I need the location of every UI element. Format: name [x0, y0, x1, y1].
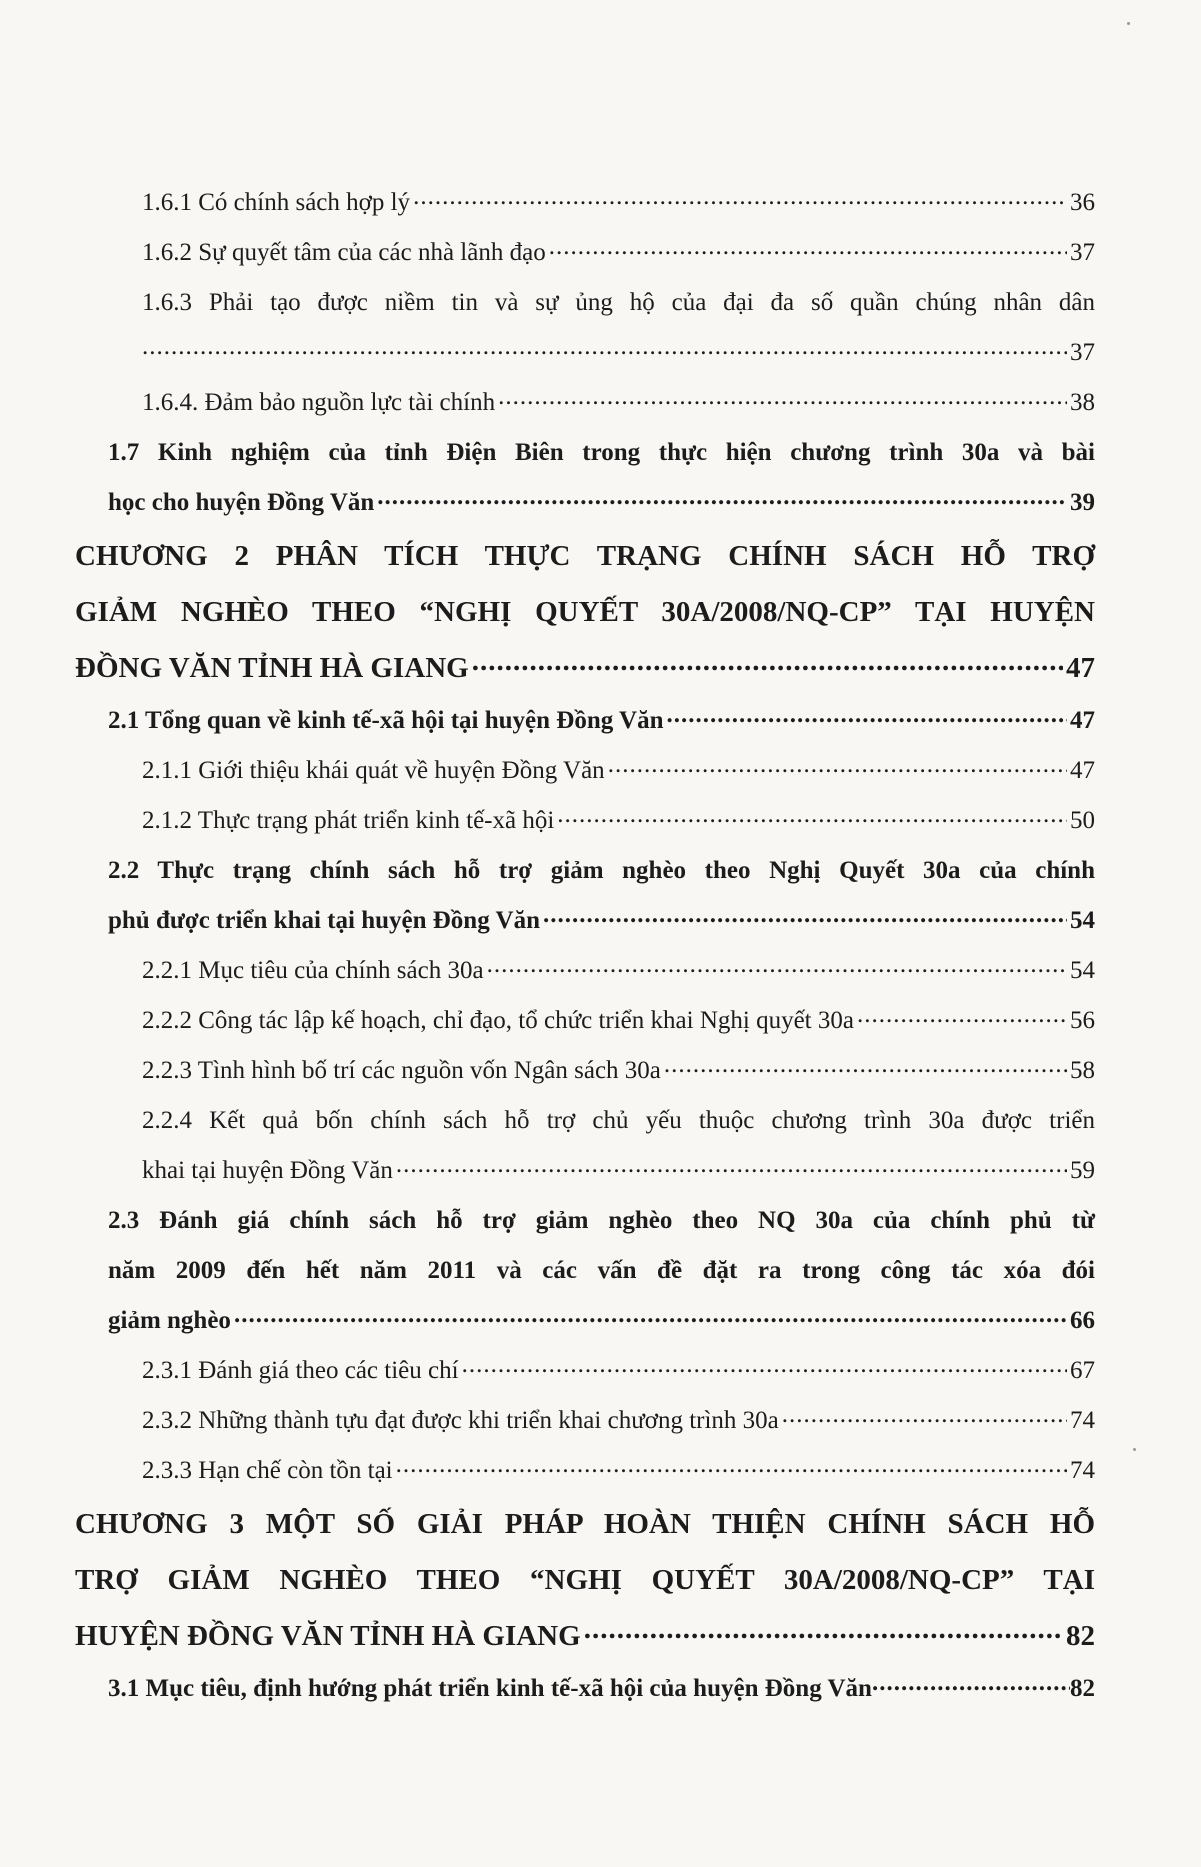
dot-leader — [664, 1053, 1067, 1078]
toc-entry-title: 2.1 Tổng quan về kinh tế-xã hội tại huyện Đồng Văn — [108, 707, 664, 734]
toc-section[interactable] — [75, 696, 1095, 746]
dot-leader — [234, 1303, 1067, 1328]
scan-speck — [1127, 22, 1130, 25]
dot-leader — [413, 185, 1067, 210]
toc-entry[interactable] — [75, 178, 1095, 228]
dot-leader — [396, 1153, 1067, 1178]
toc-chapter[interactable] — [75, 528, 1095, 584]
toc-entry-continuation[interactable] — [75, 328, 1095, 378]
toc-entry[interactable] — [75, 1446, 1095, 1496]
dot-leader — [608, 753, 1067, 778]
toc-entry-page: 59 — [1070, 1157, 1095, 1184]
toc-entry-title: 1.6.3 Phải tạo được niềm tin và sự ủng hộ của đại đa số quần chúng nhân dân — [142, 289, 1095, 316]
toc-entry-title: 1.6.2 Sự quyết tâm của các nhà lãnh đạo — [142, 239, 546, 266]
toc-chapter[interactable] — [75, 1608, 1095, 1664]
toc-entry-title: 1.7 Kinh nghiệm của tỉnh Điện Biên trong thực hiện chương trình 30a và bài — [108, 439, 1095, 466]
toc-entry-title: 2.1.2 Thực trạng phát triển kinh tế-xã hội — [142, 807, 555, 834]
dot-leader — [498, 385, 1067, 410]
toc-entry-title: 3.1 Mục tiêu, định hướng phát triển kinh tế-xã hội của huyện Đồng Văn — [108, 1675, 872, 1702]
toc-section[interactable] — [75, 896, 1095, 946]
toc-entry-page: 58 — [1070, 1057, 1095, 1084]
toc-entry-title: khai tại huyện Đồng Văn — [142, 1157, 393, 1184]
dot-leader — [472, 648, 1063, 677]
toc-entry-page: 47 — [1066, 652, 1095, 684]
dot-leader — [396, 1453, 1067, 1478]
toc-entry[interactable] — [75, 746, 1095, 796]
toc-entry-title: 2.3 Đánh giá chính sách hỗ trợ giảm nghèo theo NQ 30a của chính phủ từ — [108, 1207, 1095, 1234]
toc-entry-page: 82 — [1070, 1675, 1095, 1702]
toc-chapter[interactable] — [75, 1496, 1095, 1552]
toc-entry-title: CHƯƠNG 3 MỘT SỐ GIẢI PHÁP HOÀN THIỆN CHÍNH SÁCH HỖ — [75, 1508, 1095, 1540]
toc-entry-title: HUYỆN ĐỒNG VĂN TỈNH HÀ GIANG — [75, 1620, 581, 1652]
toc-entry-page: 47 — [1070, 707, 1095, 734]
dot-leader — [872, 1671, 1070, 1696]
table-of-contents — [75, 178, 1095, 1714]
dot-leader — [142, 335, 1067, 360]
toc-entry-title: giảm nghèo — [108, 1307, 231, 1334]
toc-section[interactable] — [75, 846, 1095, 896]
dot-leader — [666, 703, 1067, 728]
toc-chapter[interactable] — [75, 584, 1095, 640]
toc-entry[interactable] — [75, 378, 1095, 428]
toc-section[interactable] — [75, 1664, 1095, 1714]
toc-entry-page: 74 — [1070, 1457, 1095, 1484]
dot-leader — [557, 803, 1067, 828]
toc-section[interactable] — [75, 1196, 1095, 1246]
toc-entry-page: 54 — [1070, 957, 1095, 984]
dot-leader — [543, 903, 1067, 928]
toc-entry-title: 2.2.1 Mục tiêu của chính sách 30a — [142, 957, 484, 984]
toc-entry-title: 2.2.2 Công tác lập kế hoạch, chỉ đạo, tổ chức triển khai Nghị quyết 30a — [142, 1007, 854, 1034]
toc-entry[interactable] — [75, 278, 1095, 328]
toc-entry-page: 66 — [1070, 1307, 1095, 1334]
toc-entry-page: 37 — [1070, 339, 1095, 366]
toc-section[interactable] — [75, 428, 1095, 478]
scan-speck — [1133, 1448, 1136, 1451]
toc-entry-page: 67 — [1070, 1357, 1095, 1384]
toc-entry[interactable] — [75, 796, 1095, 846]
toc-entry[interactable] — [75, 996, 1095, 1046]
toc-entry-title: 2.3.2 Những thành tựu đạt được khi triển khai chương trình 30a — [142, 1407, 779, 1434]
toc-entry-title: 2.3.3 Hạn chế còn tồn tại — [142, 1457, 393, 1484]
toc-entry-page: 56 — [1070, 1007, 1095, 1034]
toc-entry-page: 36 — [1070, 189, 1095, 216]
toc-entry[interactable] — [75, 1346, 1095, 1396]
toc-entry[interactable] — [75, 1046, 1095, 1096]
toc-entry-title: phủ được triển khai tại huyện Đồng Văn — [108, 907, 540, 934]
dot-leader — [377, 485, 1067, 510]
toc-entry-title: CHƯƠNG 2 PHÂN TÍCH THỰC TRẠNG CHÍNH SÁCH HỖ TRỢ — [75, 540, 1095, 572]
toc-entry-title: TRỢ GIẢM NGHÈO THEO “NGHỊ QUYẾT 30A/2008/NQ-CP” TẠI — [75, 1564, 1095, 1596]
toc-entry-page: 47 — [1070, 757, 1095, 784]
toc-entry-page: 50 — [1070, 807, 1095, 834]
toc-section[interactable] — [75, 1246, 1095, 1296]
toc-entry-page: 39 — [1070, 489, 1095, 516]
dot-leader — [857, 1003, 1067, 1028]
toc-entry[interactable] — [75, 1396, 1095, 1446]
toc-entry-title: ĐỒNG VĂN TỈNH HÀ GIANG — [75, 652, 469, 684]
toc-entry-page: 54 — [1070, 907, 1095, 934]
toc-entry-title: năm 2009 đến hết năm 2011 và các vấn đề đặt ra trong công tác xóa đói — [108, 1257, 1095, 1284]
toc-section[interactable] — [75, 1296, 1095, 1346]
toc-entry-title: 2.2 Thực trạng chính sách hỗ trợ giảm nghèo theo Nghị Quyết 30a của chính — [108, 857, 1095, 884]
dot-leader — [584, 1616, 1063, 1645]
toc-entry-title: 2.2.4 Kết quả bốn chính sách hỗ trợ chủ yếu thuộc chương trình 30a được triển — [142, 1107, 1095, 1134]
dot-leader — [462, 1353, 1067, 1378]
toc-entry-continuation[interactable] — [75, 1146, 1095, 1196]
toc-entry[interactable] — [75, 946, 1095, 996]
toc-entry-title: 2.2.3 Tình hình bố trí các nguồn vốn Ngân sách 30a — [142, 1057, 661, 1084]
toc-entry-title: học cho huyện Đồng Văn — [108, 489, 375, 516]
toc-entry-title: GIẢM NGHÈO THEO “NGHỊ QUYẾT 30A/2008/NQ-CP” TẠI HUYỆN — [75, 596, 1095, 628]
toc-entry-title: 2.3.1 Đánh giá theo các tiêu chí — [142, 1357, 459, 1384]
toc-entry[interactable] — [75, 1096, 1095, 1146]
toc-entry-title: 1.6.4. Đảm bảo nguồn lực tài chính — [142, 389, 496, 416]
dot-leader — [549, 235, 1067, 260]
toc-chapter[interactable] — [75, 1552, 1095, 1608]
toc-entry-page: 82 — [1066, 1620, 1095, 1652]
toc-chapter[interactable] — [75, 640, 1095, 696]
toc-entry-page: 38 — [1070, 389, 1095, 416]
toc-section[interactable] — [75, 478, 1095, 528]
dot-leader — [487, 953, 1067, 978]
dot-leader — [782, 1403, 1067, 1428]
toc-entry-page: 37 — [1070, 239, 1095, 266]
toc-entry-title: 1.6.1 Có chính sách hợp lý — [142, 189, 411, 216]
toc-entry-page: 74 — [1070, 1407, 1095, 1434]
toc-entry[interactable] — [75, 228, 1095, 278]
toc-entry-title: 2.1.1 Giới thiệu khái quát về huyện Đồng Văn — [142, 757, 605, 784]
